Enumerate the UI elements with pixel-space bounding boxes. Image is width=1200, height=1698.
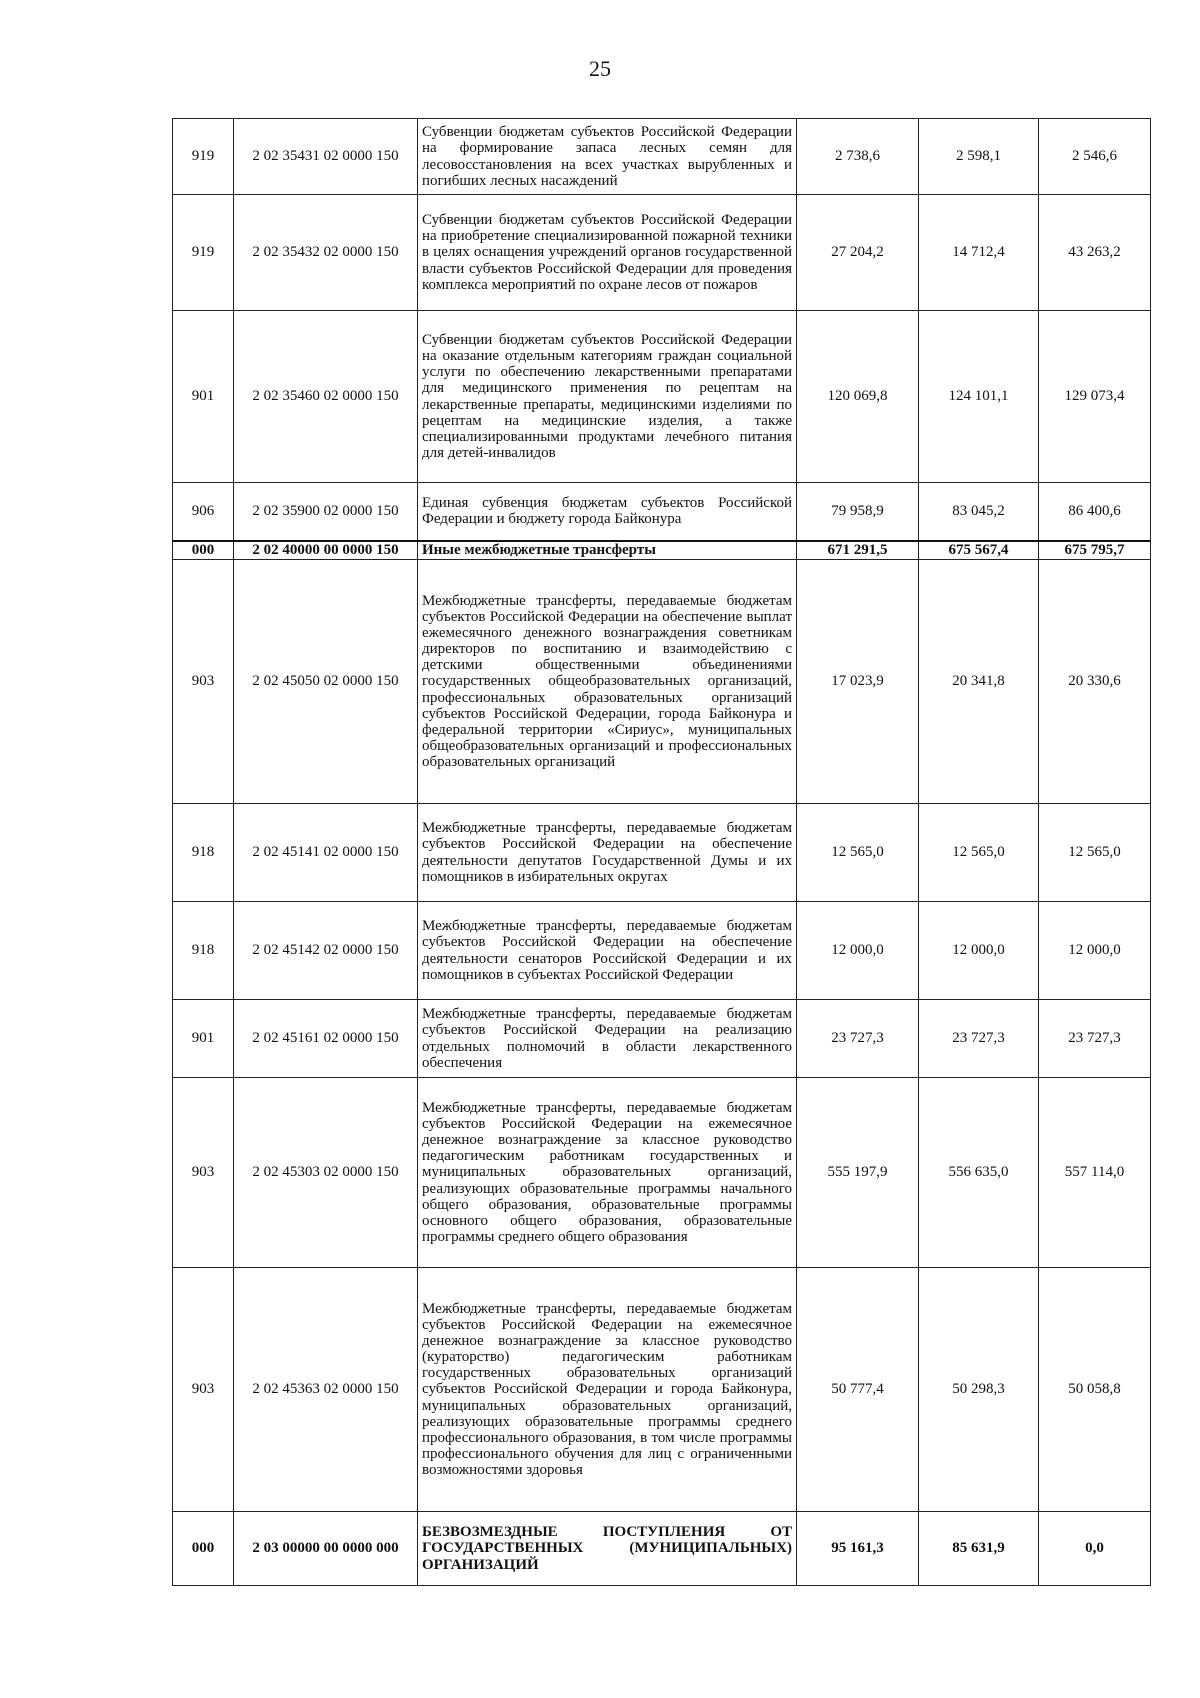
admin-code-cell: 918 <box>173 804 234 902</box>
table-row <box>173 1000 1151 1078</box>
amount-year1-cell: 120 069,8 <box>797 311 919 483</box>
admin-code-cell: 903 <box>173 1078 234 1268</box>
description-cell: Межбюджетные трансферты, передаваемые бюджетам субъектов Российской Федерации на обеспечение деятельности депутатов Государственной Думы и их помощников в избирательных округах <box>418 804 797 902</box>
amount-year1-cell: 17 023,9 <box>797 560 919 804</box>
table-row <box>173 1078 1151 1268</box>
table-row <box>173 195 1151 311</box>
amount-year3-cell: 23 727,3 <box>1039 1000 1151 1078</box>
table-row <box>173 119 1151 195</box>
amount-year2-cell: 85 631,9 <box>919 1512 1039 1586</box>
amount-year1-cell: 12 000,0 <box>797 902 919 1000</box>
amount-year1-cell: 95 161,3 <box>797 1512 919 1586</box>
description-cell: Межбюджетные трансферты, передаваемые бюджетам субъектов Российской Федерации на ежемесячное денежное вознаграждение за классное руководство (кураторство) педагогическим работникам государственных образовательных организаций субъектов Российской Федерации и города Байконура, муниципальных образовательных организаций, реализующих образовательные программы среднего профессионального образования, в том числе программы профессионального обучения для лиц с ограниченными возможностями здоровья <box>418 1268 797 1512</box>
table-row <box>173 483 1151 541</box>
admin-code-cell: 903 <box>173 560 234 804</box>
budget-code-cell: 2 02 45050 02 0000 150 <box>234 560 418 804</box>
admin-code-cell: 000 <box>173 541 234 560</box>
budget-code-cell: 2 02 45141 02 0000 150 <box>234 804 418 902</box>
amount-year3-cell: 20 330,6 <box>1039 560 1151 804</box>
amount-year1-cell: 12 565,0 <box>797 804 919 902</box>
amount-year2-cell: 12 565,0 <box>919 804 1039 902</box>
description-cell: Межбюджетные трансферты, передаваемые бюджетам субъектов Российской Федерации на обеспечение деятельности сенаторов Российской Федерации и их помощников в субъектах Российской Федерации <box>418 902 797 1000</box>
admin-code-cell: 903 <box>173 1268 234 1512</box>
amount-year2-cell: 2 598,1 <box>919 119 1039 195</box>
admin-code-cell: 919 <box>173 119 234 195</box>
budget-code-cell: 2 02 40000 00 0000 150 <box>234 541 418 560</box>
description-cell: Иные межбюджетные трансферты <box>418 541 797 560</box>
budget-code-cell: 2 02 35432 02 0000 150 <box>234 195 418 311</box>
budget-code-cell: 2 02 35900 02 0000 150 <box>234 483 418 541</box>
description-cell: Межбюджетные трансферты, передаваемые бюджетам субъектов Российской Федерации на реализацию отдельных полномочий в области лекарственного обеспечения <box>418 1000 797 1078</box>
page-number: 25 <box>589 56 611 81</box>
amount-year2-cell: 14 712,4 <box>919 195 1039 311</box>
admin-code-cell: 906 <box>173 483 234 541</box>
description-cell: Единая субвенция бюджетам субъектов Российской Федерации и бюджету города Байконура <box>418 483 797 541</box>
budget-code-cell: 2 03 00000 00 0000 000 <box>234 1512 418 1586</box>
budget-code-cell: 2 02 35460 02 0000 150 <box>234 311 418 483</box>
amount-year1-cell: 555 197,9 <box>797 1078 919 1268</box>
table-row <box>173 541 1151 560</box>
amount-year3-cell: 43 263,2 <box>1039 195 1151 311</box>
budget-code-cell: 2 02 45142 02 0000 150 <box>234 902 418 1000</box>
amount-year3-cell: 12 565,0 <box>1039 804 1151 902</box>
budget-table <box>172 118 1151 1586</box>
table-row <box>173 902 1151 1000</box>
table-row <box>173 804 1151 902</box>
admin-code-cell: 918 <box>173 902 234 1000</box>
description-cell: Субвенции бюджетам субъектов Российской Федерации на оказание отдельным категориям граждан социальной услуги по обеспечению лекарственными препаратами для медицинского применения по рецептам на лекарственные препараты, медицинскими изделиями по рецептам на медицинские изделия, а также специализированными продуктами лечебного питания для детей-инвалидов <box>418 311 797 483</box>
budget-code-cell: 2 02 45363 02 0000 150 <box>234 1268 418 1512</box>
amount-year3-cell: 675 795,7 <box>1039 541 1151 560</box>
amount-year3-cell: 0,0 <box>1039 1512 1151 1586</box>
admin-code-cell: 901 <box>173 1000 234 1078</box>
amount-year2-cell: 556 635,0 <box>919 1078 1039 1268</box>
table-row <box>173 1268 1151 1512</box>
description-cell: Межбюджетные трансферты, передаваемые бюджетам субъектов Российской Федерации на ежемесячное денежное вознаграждение за классное руководство педагогическим работникам государственных и муниципальных образовательных организаций, реализующих образовательные программы начального общего образования, образовательные программы основного общего образования, образовательные программы среднего общего образования <box>418 1078 797 1268</box>
budget-code-cell: 2 02 45161 02 0000 150 <box>234 1000 418 1078</box>
amount-year2-cell: 50 298,3 <box>919 1268 1039 1512</box>
amount-year1-cell: 2 738,6 <box>797 119 919 195</box>
amount-year3-cell: 50 058,8 <box>1039 1268 1151 1512</box>
table-row <box>173 311 1151 483</box>
amount-year2-cell: 675 567,4 <box>919 541 1039 560</box>
amount-year1-cell: 79 958,9 <box>797 483 919 541</box>
description-cell: Межбюджетные трансферты, передаваемые бюджетам субъектов Российской Федерации на обеспечение выплат ежемесячного денежного вознаграждения советникам директоров по воспитанию и взаимодействию с детскими общественными объединениями государственных общеобразовательных организаций, профессиональных образовательных организаций субъектов Российской Федерации, города Байконура и федеральной территории «Сириус», муниципальных общеобразовательных организаций и профессиональных образовательных организаций <box>418 560 797 804</box>
amount-year3-cell: 557 114,0 <box>1039 1078 1151 1268</box>
budget-code-cell: 2 02 45303 02 0000 150 <box>234 1078 418 1268</box>
admin-code-cell: 919 <box>173 195 234 311</box>
amount-year2-cell: 20 341,8 <box>919 560 1039 804</box>
amount-year1-cell: 50 777,4 <box>797 1268 919 1512</box>
amount-year3-cell: 129 073,4 <box>1039 311 1151 483</box>
description-cell: Субвенции бюджетам субъектов Российской Федерации на формирование запаса лесных семян для лесовосстановления на всех участках вырубленных и погибших лесных насаждений <box>418 119 797 195</box>
amount-year3-cell: 86 400,6 <box>1039 483 1151 541</box>
description-cell: Субвенции бюджетам субъектов Российской Федерации на приобретение специализированной пожарной техники в целях оснащения учреждений органов государственной власти субъектов Российской Федерации для проведения комплекса мероприятий по охране лесов от пожаров <box>418 195 797 311</box>
amount-year1-cell: 27 204,2 <box>797 195 919 311</box>
amount-year3-cell: 2 546,6 <box>1039 119 1151 195</box>
budget-code-cell: 2 02 35431 02 0000 150 <box>234 119 418 195</box>
amount-year2-cell: 124 101,1 <box>919 311 1039 483</box>
amount-year2-cell: 23 727,3 <box>919 1000 1039 1078</box>
table-row <box>173 560 1151 804</box>
amount-year2-cell: 12 000,0 <box>919 902 1039 1000</box>
amount-year1-cell: 671 291,5 <box>797 541 919 560</box>
amount-year3-cell: 12 000,0 <box>1039 902 1151 1000</box>
admin-code-cell: 901 <box>173 311 234 483</box>
amount-year2-cell: 83 045,2 <box>919 483 1039 541</box>
table-row <box>173 1512 1151 1586</box>
admin-code-cell: 000 <box>173 1512 234 1586</box>
description-cell: БЕЗВОЗМЕЗДНЫЕ ПОСТУПЛЕНИЯ ОТ ГОСУДАРСТВЕННЫХ (МУНИЦИПАЛЬНЫХ) ОРГАНИЗАЦИЙ <box>418 1512 797 1586</box>
amount-year1-cell: 23 727,3 <box>797 1000 919 1078</box>
